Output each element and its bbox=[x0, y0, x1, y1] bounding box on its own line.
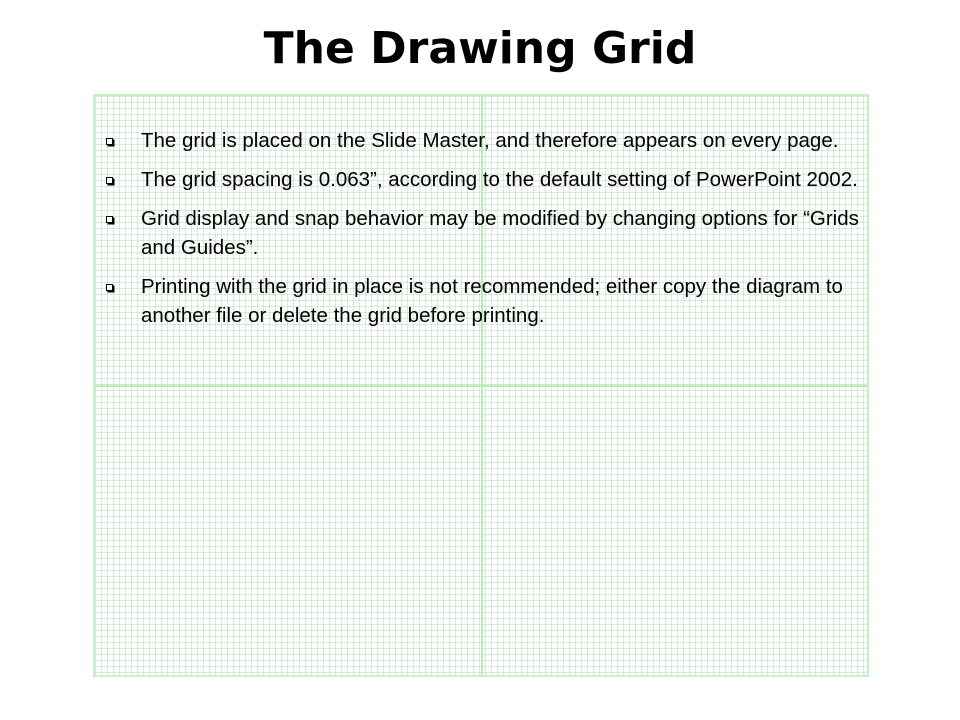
bullet-text: Grid display and snap behavior may be modified by changing options for “Grids and Guides”. bbox=[141, 207, 859, 259]
bullet-item bbox=[104, 126, 864, 155]
bullet-text: The grid is placed on the Slide Master, and therefore appears on every page. bbox=[141, 129, 839, 152]
bullet-text: The grid spacing is 0.063”, according to the default setting of PowerPoint 2002. bbox=[141, 168, 858, 191]
slide-title: The Drawing Grid bbox=[263, 23, 697, 74]
bullet-text: Printing with the grid in place is not recommended; either copy the diagram to another file or delete the grid before printing. bbox=[141, 275, 843, 327]
bullet-item bbox=[104, 272, 864, 330]
checkbox-square-icon bbox=[106, 177, 113, 184]
checkbox-square-icon bbox=[106, 216, 113, 223]
bullet-list bbox=[104, 126, 864, 340]
checkbox-square-icon bbox=[106, 138, 113, 145]
checkbox-square-icon bbox=[106, 284, 113, 291]
grid-center-horizontal-line bbox=[95, 385, 867, 387]
bullet-item bbox=[104, 165, 864, 194]
bullet-item bbox=[104, 204, 864, 262]
